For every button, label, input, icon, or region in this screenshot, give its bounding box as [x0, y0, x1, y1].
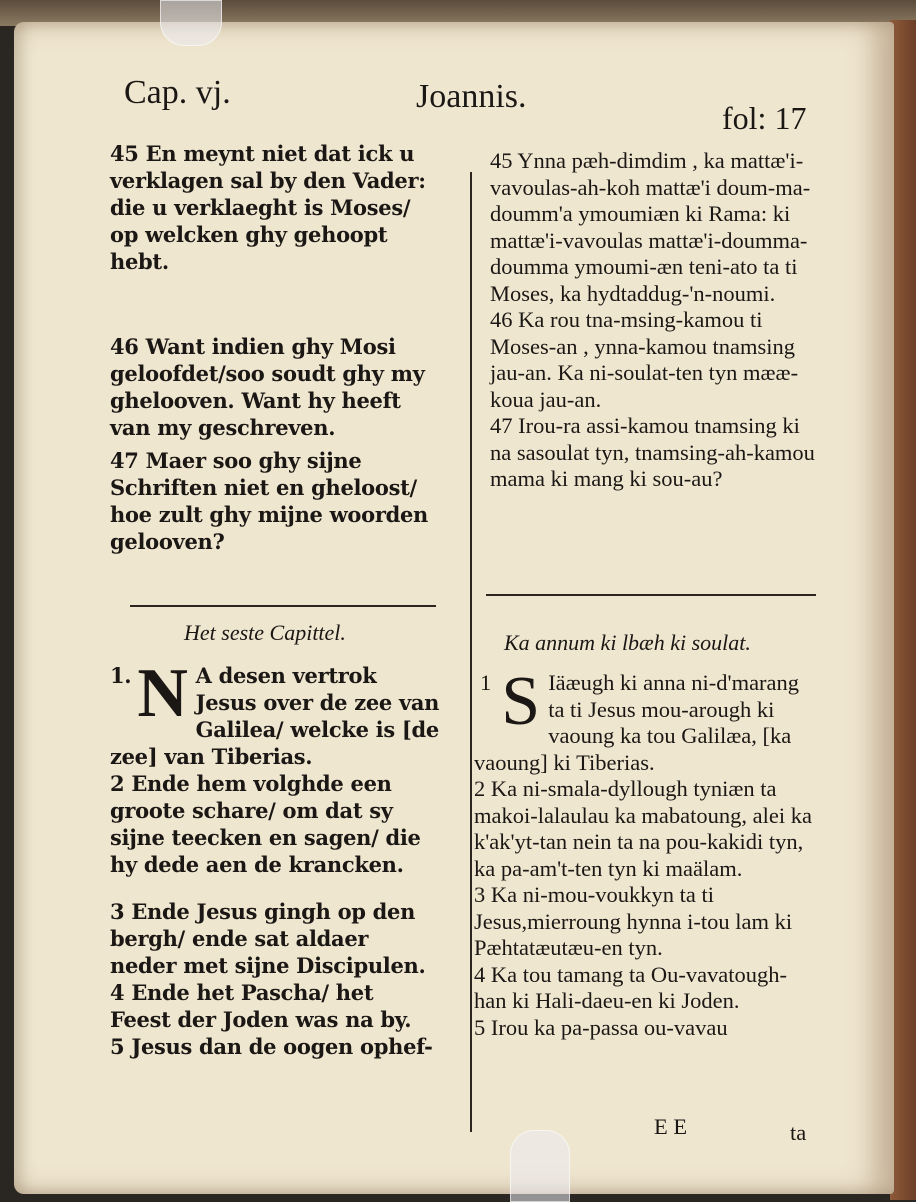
left-chapter-title: Het seste Capittel. [184, 620, 346, 645]
page-clip-top [160, 0, 222, 46]
running-head-chapter: Cap. vj. [124, 74, 231, 111]
right-verse-45: 45 Ynna pæh-dimdim , ka mattæ'i-vavoulas-ah-koh mattæ'i doum-ma-doumm'a ymoumiæn ki Rama: ki mattæ'i-vavoulas mattæ'i-doumma-doumma ymoumi-æn teni-ato ta ti Moses, ka hydtaddug-'n-noumi. [490, 148, 811, 306]
left-verse-47: 47 Maer soo ghy sijne Schriften niet en gheloost/ hoe zult ghy mijne woorden gelooven? [110, 448, 428, 554]
catchword: ta [790, 1120, 807, 1145]
left-verse-46: 46 Want indien ghy Mosi geloofdet/soo soudt ghy my ghelooven. Want hy heeft van my geschreven. [110, 334, 425, 440]
left-chapter-body [110, 655, 440, 1060]
right-chapter-verse-4: 4 Ka tou tamang ta Ou-vavatough-han ki Hali-daeu-en ki Joden. [474, 961, 788, 1013]
right-drop-cap: S [501, 663, 541, 740]
right-chapter-verse-number: 1 [480, 670, 492, 695]
right-chapter-body [474, 663, 818, 1041]
column-divider [470, 172, 472, 1132]
left-column [110, 140, 440, 555]
signature-mark: E E [654, 1114, 688, 1139]
left-chapter-verse-1: A desen vertrok Jesus over de zee van Galilea/ welcke is [de zee] van Tiberias. [110, 663, 440, 769]
left-verse-45: 45 En meynt niet dat ick u verklagen sal by den Vader: die u verklaeght is Moses/ op welcken ghy gehoopt hebt. [110, 141, 426, 274]
left-drop-cap: N [137, 655, 188, 732]
running-head-folio: fol: 17 [722, 100, 807, 136]
left-section-rule [130, 605, 436, 607]
right-chapter-verse-1: Iäæugh ki anna ni-d'marang ta ti Jesus mou-arough ki vaoung ka tou Galilæa, [ka vaoung] ki Tiberias. [474, 670, 800, 775]
left-chapter-verse-5: 5 Jesus dan de oogen ophef- [110, 1034, 433, 1059]
left-chapter-verse-4: 4 Ende het Pascha/ het Feest der Joden was na by. [110, 980, 412, 1032]
right-column [490, 148, 820, 493]
right-verse-47: 47 Irou-ra assi-kamou tnamsing ki na sasoulat tyn, tnamsing-ah-kamou mama ki mang ki sou-au? [490, 413, 815, 491]
right-verse-46: 46 Ka rou tna-msing-kamou ti Moses-an , ynna-kamou tnamsing jau-an. Ka ni-soulat-ten tyn mææ-koua jau-an. [490, 307, 799, 412]
right-chapter-verse-5: 5 Irou ka pa-passa ou-vavau [474, 1014, 728, 1040]
right-chapter-verse-3: 3 Ka ni-mou-voukkyn ta ti Jesus,mierroung hynna i-tou lam ki Pæhtatæutæu-en tyn. [474, 882, 793, 960]
running-head-title: Joannis. [416, 78, 527, 115]
left-chapter-verse-3: 3 Ende Jesus gingh op den bergh/ ende sat aldaer neder met sijne Discipulen. [110, 899, 426, 978]
right-chapter-title: Ka annum ki lbæh ki soulat. [504, 630, 751, 655]
book-page [14, 22, 894, 1194]
right-chapter-verse-2: 2 Ka ni-smala-dyllough tyniæn ta makoi-lalaulau ka mabatoung, alei ka k'ak'yt-tan nein ta na pou-kakidi tyn, ka pa-am't-ten tyn ki maälam. [474, 776, 812, 881]
right-section-rule [486, 594, 816, 596]
page-clip-bottom [510, 1130, 570, 1202]
left-chapter-verse-2: 2 Ende hem volghde een groote schare/ om dat sy sijne teecken en sagen/ die hy dede aen de krancken. [110, 771, 421, 877]
left-chapter-verse-number: 1. [110, 663, 132, 688]
